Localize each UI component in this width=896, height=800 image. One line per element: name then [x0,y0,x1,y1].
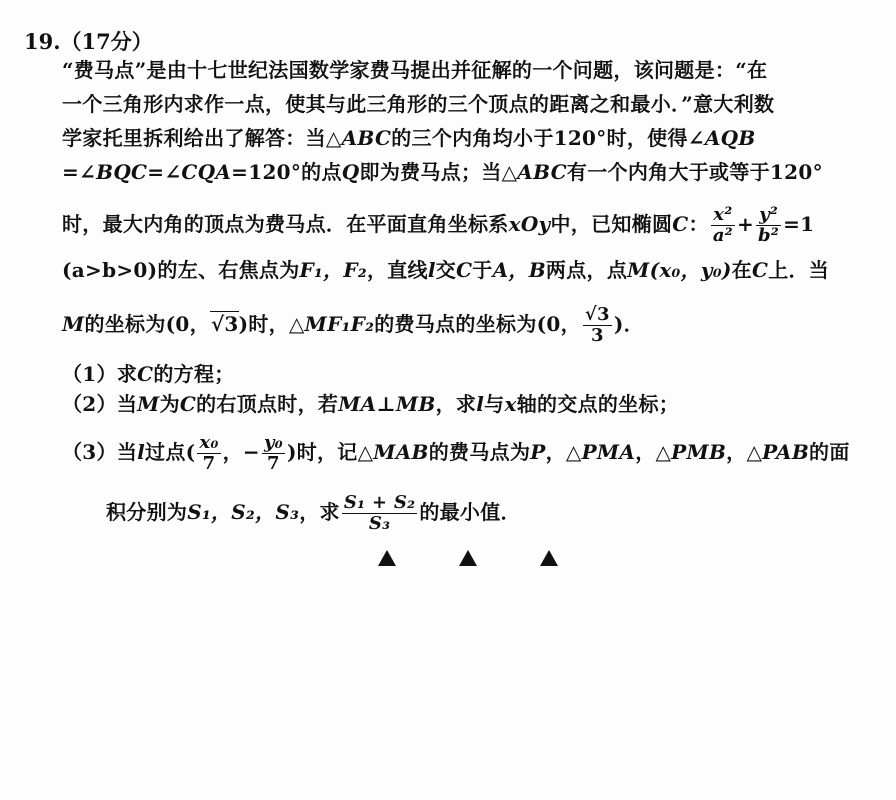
text-line-5 [62,204,814,246]
math: P [530,440,546,464]
math: PMA [581,440,636,464]
text: ，求 [299,500,340,524]
text: 即为费马点；当△ [359,160,518,184]
text-line-3 [62,126,756,150]
text: 轴的交点的坐标； [516,392,680,416]
math: xOy [508,212,551,236]
frac-den: 7 [267,453,280,474]
text: （2）当 [62,392,138,416]
math: F₁，F₂ [299,258,367,282]
math: x [504,392,517,416]
text: 的面 [809,440,850,464]
triangle-mark-icon [459,550,477,566]
math: AQB [704,126,756,150]
text: 过点( [145,440,196,464]
frac-num: x₀ [199,432,219,453]
text: 中，已知椭圆 [550,212,673,236]
part-1 [62,362,235,386]
frac-den: b² [758,225,780,246]
text: 的方程； [153,362,235,386]
part-3-continued [106,492,521,534]
text: 学家托里拆利给出了解答：当△ [62,126,342,150]
math: C [137,362,154,386]
text-line-2 [62,92,774,116]
math: l [476,392,485,416]
text: 于 [472,258,493,282]
fraction-y2-b2 [756,205,781,246]
text: 在 [731,258,752,282]
text: (a>b>0)的左、右焦点为 [62,258,300,282]
math: M [137,392,160,416]
text: =120°的点 [231,160,342,184]
question-number-text: 19. [24,29,61,54]
text: )时，△ [238,312,305,336]
end-marks [378,550,558,566]
fraction-y0-7 [262,433,285,474]
text: 的最小值． [419,500,521,524]
math: MA⊥MB [338,392,436,416]
frac-num: √3 [584,304,610,325]
text: =1 [783,212,815,236]
math: MF₁F₂ [304,312,375,336]
text: 的三个内角均小于120°时，使得∠ [391,126,705,150]
math: S₁，S₂，S₃ [187,500,300,524]
part-2 [62,392,679,416]
fraction-s1s2-s3 [342,493,417,534]
text: ，直线 [366,258,428,282]
frac-num: y₀ [263,432,283,453]
math: l [137,440,146,464]
text: 的右顶点时，若 [196,392,339,416]
triangle-mark-icon [540,550,558,566]
text-line-7 [62,304,644,346]
math: C [179,392,197,416]
text: ，− [222,440,260,464]
text: ，△ [545,440,582,464]
text: 与 [484,392,505,416]
math: A，B [492,258,546,282]
math: PMB [671,440,727,464]
fraction-sqrt3-3 [583,305,612,346]
frac-num: y² [756,205,781,226]
text: （3）当 [62,440,138,464]
text: =∠ [62,160,97,184]
sqrt-3: √3 [210,312,239,336]
text-line-4 [62,160,823,184]
question-points: （17分） [60,29,153,54]
text: )时，记△ [286,440,374,464]
text: ： [688,212,709,236]
frac-num: x² [711,205,735,226]
math: ABC [517,160,567,184]
text: “费马点”是由十七世纪法国数学家费马提出并征解的一个问题，该问题是：“在 [62,58,768,82]
math: M(x₀，y₀) [627,258,732,282]
math: PAB [762,440,810,464]
text-line-6 [62,258,829,282]
text: 交 [435,258,457,282]
math: ABC [341,126,392,150]
frac-den: S₃ [368,513,391,534]
math: CQA [181,160,232,184]
fraction-x0-7 [197,433,220,474]
math: MAB [373,440,429,464]
math: C [456,258,473,282]
text-line-1 [62,58,767,82]
text: 两点，点 [545,258,628,282]
text: ，求 [435,392,477,416]
frac-num: S₁ + S₂ [343,492,416,513]
text: 上．当 [768,258,830,282]
triangle-mark-icon [378,550,396,566]
text: 的费马点的坐标为(0， [374,312,581,336]
text: )． [613,312,644,336]
text: ，△ [726,440,763,464]
text: ，△ [635,440,672,464]
text: 为 [159,392,180,416]
question-number [24,26,153,56]
fraction-x2-a2 [711,205,735,246]
math: C [672,212,689,236]
math: BQC [96,160,148,184]
text: 的费马点为 [428,440,531,464]
text: 的坐标为(0， [84,312,210,336]
math: l [427,258,436,282]
text: + [736,212,755,236]
frac-den: a² [712,225,733,246]
text: 时，最大内角的顶点为费马点．在平面直角坐标系 [62,212,509,236]
part-3 [62,432,850,474]
text: 有一个内角大于或等于120° [566,160,823,184]
math: M [62,312,85,336]
text: =∠ [147,160,182,184]
frac-den: 3 [590,325,604,346]
text: （1）求 [62,362,138,386]
text: 积分别为 [106,500,188,524]
text: 一个三角形内求作一点，使其与此三角形的三个顶点的距离之和最小．”意大利数 [62,92,775,116]
math: C [751,258,769,282]
math: Q [341,160,360,184]
frac-den: 7 [202,453,216,474]
